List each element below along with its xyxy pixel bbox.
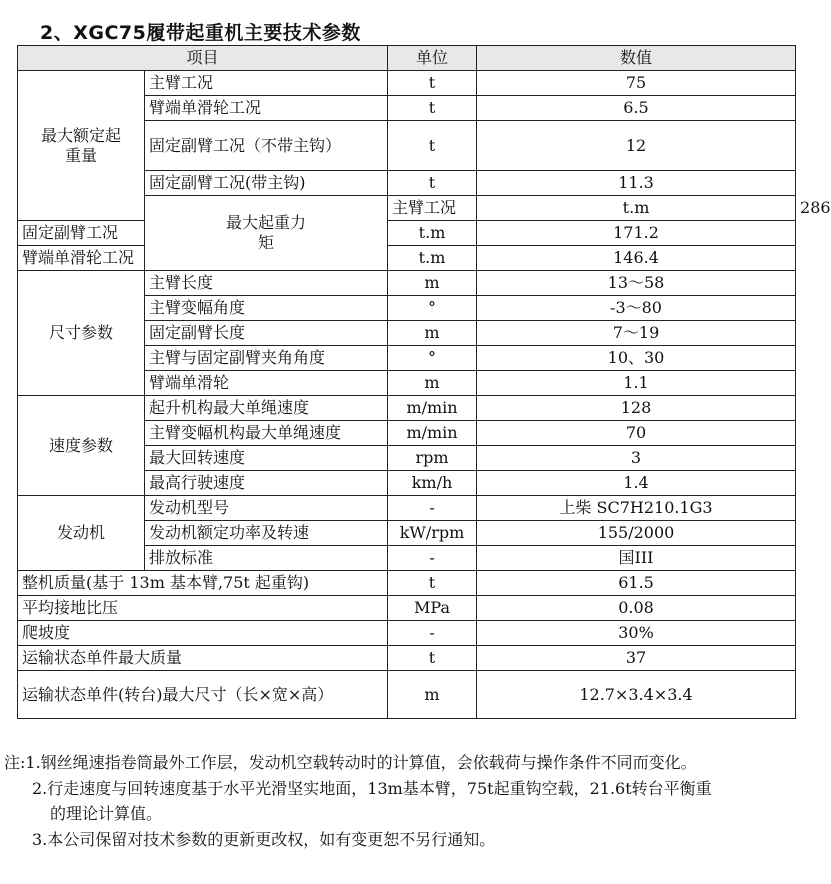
row-item: 固定副臂工况: [18, 221, 145, 246]
group-speed: 速度参数: [18, 396, 145, 496]
row-value: 37: [477, 646, 796, 671]
row-value: 6.5: [477, 96, 796, 121]
row-value: 国III: [477, 546, 796, 571]
row-value: 13～58: [477, 271, 796, 296]
table-row: [18, 71, 796, 96]
header-unit: 单位: [388, 46, 477, 71]
row-value: 10、30: [477, 346, 796, 371]
row-value: 30%: [477, 621, 796, 646]
row-value: 1.4: [477, 471, 796, 496]
row-unit: rpm: [388, 446, 477, 471]
row-value: 12: [477, 121, 796, 171]
table-row: [18, 671, 796, 719]
row-value: 75: [477, 71, 796, 96]
row-item: 主臂与固定副臂夹角角度: [145, 346, 388, 371]
header-item: 项目: [18, 46, 388, 71]
row-value: 上柴 SC7H210.1G3: [477, 496, 796, 521]
row-item: 运输状态单件(转台)最大尺寸（长×宽×高）: [18, 671, 388, 719]
row-unit: km/h: [388, 471, 477, 496]
table-row: 最大起重力矩 主臂工况 t.m 286: [18, 196, 796, 221]
row-value: 155/2000: [477, 521, 796, 546]
row-item: 发动机额定功率及转速: [145, 521, 388, 546]
row-unit: -: [388, 496, 477, 521]
row-value: 146.4: [477, 246, 796, 271]
spec-table: [17, 45, 831, 719]
note-1: 注:1.钢丝绳速指卷筒最外工作层，发动机空载转动时的计算值，会依载荷与操作条件不同而变化。: [4, 753, 697, 772]
row-unit: -: [388, 546, 477, 571]
row-unit: t.m: [388, 221, 477, 246]
table-header-row: [18, 46, 796, 71]
row-value: 12.7×3.4×3.4: [477, 671, 796, 719]
row-item: 主臂变幅机构最大单绳速度: [145, 421, 388, 446]
row-item: 整机质量(基于 13m 基本臂,75t 起重钩): [18, 571, 388, 596]
row-item: 主臂长度: [145, 271, 388, 296]
row-unit: t: [388, 646, 477, 671]
table-row: [18, 221, 796, 246]
note-2: 2.行走速度与回转速度基于水平光滑坚实地面，13m基本臂，75t起重钩空载，21.6t转台平衡重: [32, 779, 712, 798]
row-unit: t: [388, 121, 477, 171]
row-item: 臂端单滑轮: [145, 371, 388, 396]
row-value: 70: [477, 421, 796, 446]
row-item: 固定副臂工况(带主钩): [145, 171, 388, 196]
note-2-continued: 的理论计算值。: [50, 804, 163, 823]
table-row: [18, 646, 796, 671]
row-unit: m: [388, 671, 477, 719]
row-value: 7～19: [477, 321, 796, 346]
row-item: 发动机型号: [145, 496, 388, 521]
row-value: 61.5: [477, 571, 796, 596]
group-max-load-moment: 最大起重力矩: [145, 196, 388, 271]
row-item: 主臂工况: [145, 71, 388, 96]
table-row: [18, 571, 796, 596]
group-engine: 发动机: [18, 496, 145, 571]
row-unit: MPa: [388, 596, 477, 621]
row-item: 排放标准: [145, 546, 388, 571]
table-row: [18, 396, 796, 421]
table-row: [18, 496, 796, 521]
row-unit: -: [388, 621, 477, 646]
row-value: 171.2: [477, 221, 796, 246]
table-row: [18, 271, 796, 296]
row-item: 爬坡度: [18, 621, 388, 646]
row-item: 固定副臂长度: [145, 321, 388, 346]
group-dimensions: 尺寸参数: [18, 271, 145, 396]
row-unit: m: [388, 271, 477, 296]
row-item: 主臂变幅角度: [145, 296, 388, 321]
row-unit: t: [388, 171, 477, 196]
row-value: -3～80: [477, 296, 796, 321]
table-row: [18, 246, 796, 271]
row-unit: °: [388, 346, 477, 371]
row-unit: t: [388, 96, 477, 121]
row-unit: t: [388, 571, 477, 596]
row-value: 1.1: [477, 371, 796, 396]
group-max-rated-load: 最大额定起重量: [18, 71, 145, 221]
row-value: 0.08: [477, 596, 796, 621]
row-item: 臂端单滑轮工况: [145, 96, 388, 121]
row-value: 3: [477, 446, 796, 471]
header-value: 数值: [477, 46, 796, 71]
table-row: [18, 596, 796, 621]
table-row: [18, 621, 796, 646]
row-item: 起升机构最大单绳速度: [145, 396, 388, 421]
row-unit: m/min: [388, 396, 477, 421]
row-item: 运输状态单件最大质量: [18, 646, 388, 671]
row-unit: °: [388, 296, 477, 321]
row-unit: m: [388, 371, 477, 396]
row-item: 主臂工况: [388, 196, 477, 221]
note-3: 3.本公司保留对技术参数的更新更改权，如有变更恕不另行通知。: [32, 830, 496, 849]
row-item: 平均接地比压: [18, 596, 388, 621]
row-unit: m: [388, 321, 477, 346]
page-title: 2、XGC75履带起重机主要技术参数: [40, 22, 361, 44]
row-unit: t.m: [388, 246, 477, 271]
row-value: 11.3: [477, 171, 796, 196]
row-unit: kW/rpm: [388, 521, 477, 546]
row-unit: t: [388, 71, 477, 96]
row-unit: m/min: [388, 421, 477, 446]
row-item: 臂端单滑轮工况: [18, 246, 145, 271]
row-unit: t.m: [477, 196, 796, 221]
row-value: 128: [477, 396, 796, 421]
row-item: 最高行驶速度: [145, 471, 388, 496]
row-item: 最大回转速度: [145, 446, 388, 471]
row-item: 固定副臂工况（不带主钩）: [145, 121, 388, 171]
